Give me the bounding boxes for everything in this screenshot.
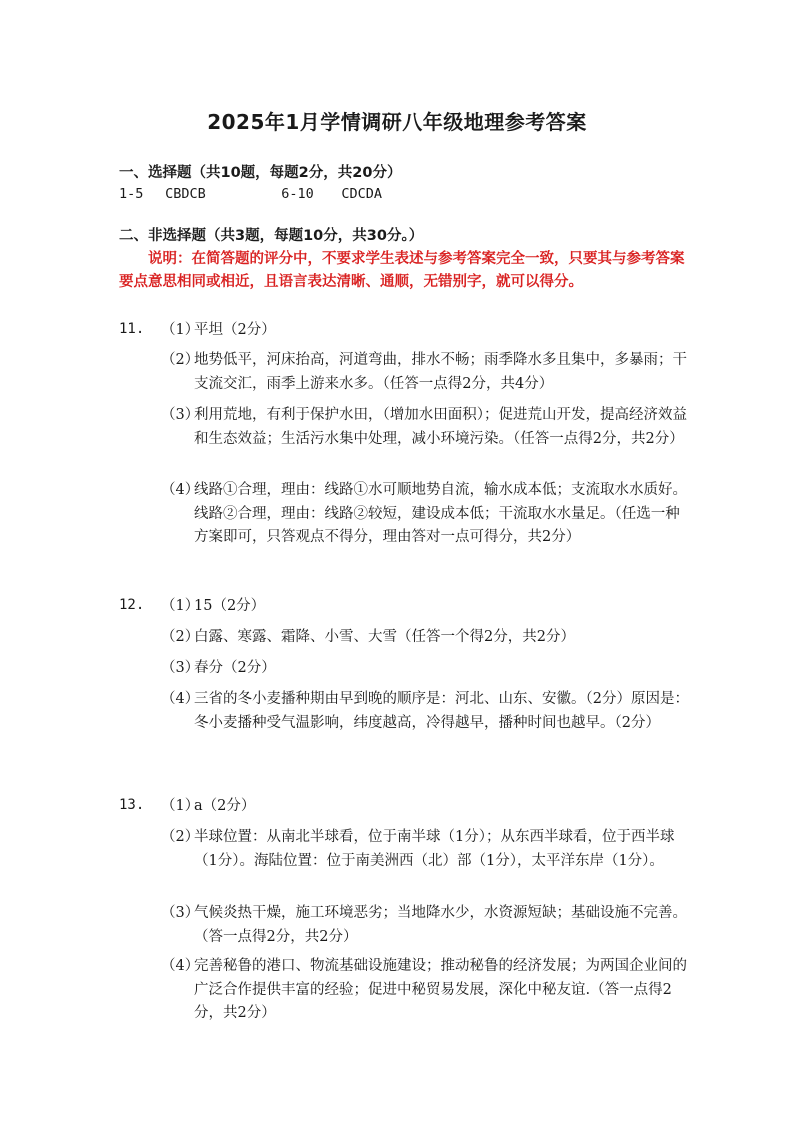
answer-part	[161, 795, 691, 819]
part-label: （2）	[161, 829, 200, 845]
part-text: 完善秘鲁的港口、物流基础设施建设；推动秘鲁的经济发展；为两国企业间的广泛合作提供丰富的经验；促进中秘贸易发展，深化中秘友谊.（答一点得2分，共2分）	[194, 958, 687, 1021]
part-label: （2）	[161, 352, 200, 368]
part-text: 地势低平，河床抬高，河道弯曲，排水不畅；雨季降水多且集中，多暴雨；干支流交汇，雨季上游来水多。（任答一点得2分，共4分）	[194, 352, 687, 392]
answer-part	[161, 595, 691, 619]
part-label: （4）	[161, 691, 200, 707]
part-text: 15（2分）	[194, 598, 266, 614]
answer-part	[161, 626, 691, 650]
part-label: （3）	[161, 905, 200, 921]
part-text: 线路①合理，理由：线路①水可顺地势自流，输水成本低；支流取水水质好。线路②合理，理由：线路②较短，建设成本低；干流取水水量足。（任选一种方案即可，只答观点不得分，理由答对一点可得分，共2分）	[194, 482, 687, 545]
answer-part	[161, 319, 691, 343]
section-2-heading: 二、非选择题（共3题，每题10分，共30分。）	[119, 228, 424, 244]
question-number: 11.	[119, 321, 145, 337]
part-text: 气候炎热干燥，施工环境恶劣；当地降水少，水资源短缺；基础设施不完善。（答一点得2分，共2分）	[194, 905, 687, 945]
part-text: 春分（2分）	[194, 660, 276, 676]
part-label: （1）	[161, 598, 200, 614]
part-text: 三省的冬小麦播种期由早到晚的顺序是：河北、山东、安徽。（2分）原因是：冬小麦播种受气温影响，纬度越高，冷得越早，播种时间也越早。（2分）	[194, 691, 689, 731]
answer-part	[161, 826, 691, 873]
answer-part	[161, 404, 691, 451]
answer-part	[161, 349, 691, 396]
answer-range-2: 6-10	[281, 186, 314, 202]
answer-part	[161, 902, 691, 949]
part-label: （1）	[161, 798, 200, 814]
part-label: （1）	[161, 322, 200, 338]
multiple-choice-answers	[119, 186, 382, 202]
answer-part	[161, 657, 691, 681]
section-1-heading: 一、选择题（共10题，每题2分，共20分）	[119, 165, 402, 181]
question-number: 12.	[119, 597, 145, 613]
question-number: 13.	[119, 797, 145, 813]
part-text: a（2分）	[194, 798, 256, 814]
answer-key-1: CBDCB	[165, 186, 206, 202]
answer-part	[161, 955, 691, 1026]
part-text: 白露、寒露、霜降、小雪、大雪（任答一个得2分，共2分）	[194, 629, 575, 645]
answer-range-1: 1-5	[119, 186, 144, 202]
part-text: 利用荒地，有利于保护水田，（增加水田面积）；促进荒山开发，提高经济效益和生态效益；生活污水集中处理，减小环境污染。（任答一点得2分，共2分）	[194, 407, 687, 447]
answer-part	[161, 688, 691, 735]
part-label: （3）	[161, 660, 200, 676]
part-text: 平坦（2分）	[194, 322, 276, 338]
part-label: （4）	[161, 482, 200, 498]
answer-part	[161, 479, 691, 550]
grading-note: 说明：在简答题的评分中，不要求学生表述与参考答案完全一致，只要其与参考答案要点意思相同或相近，且语言表达清晰、通顺，无错别字，就可以得分。	[119, 251, 685, 290]
document-title: 2025年1月学情调研八年级地理参考答案	[207, 110, 587, 134]
part-text: 半球位置：从南北半球看，位于南半球（1分）；从东西半球看，位于西半球（1分）。海陆位置：位于南美洲西（北）部（1分），太平洋东岸（1分）。	[194, 829, 675, 869]
answer-key-2: CDCDA	[341, 186, 383, 202]
part-label: （2）	[161, 629, 200, 645]
part-label: （3）	[161, 407, 200, 423]
part-label: （4）	[161, 958, 200, 974]
